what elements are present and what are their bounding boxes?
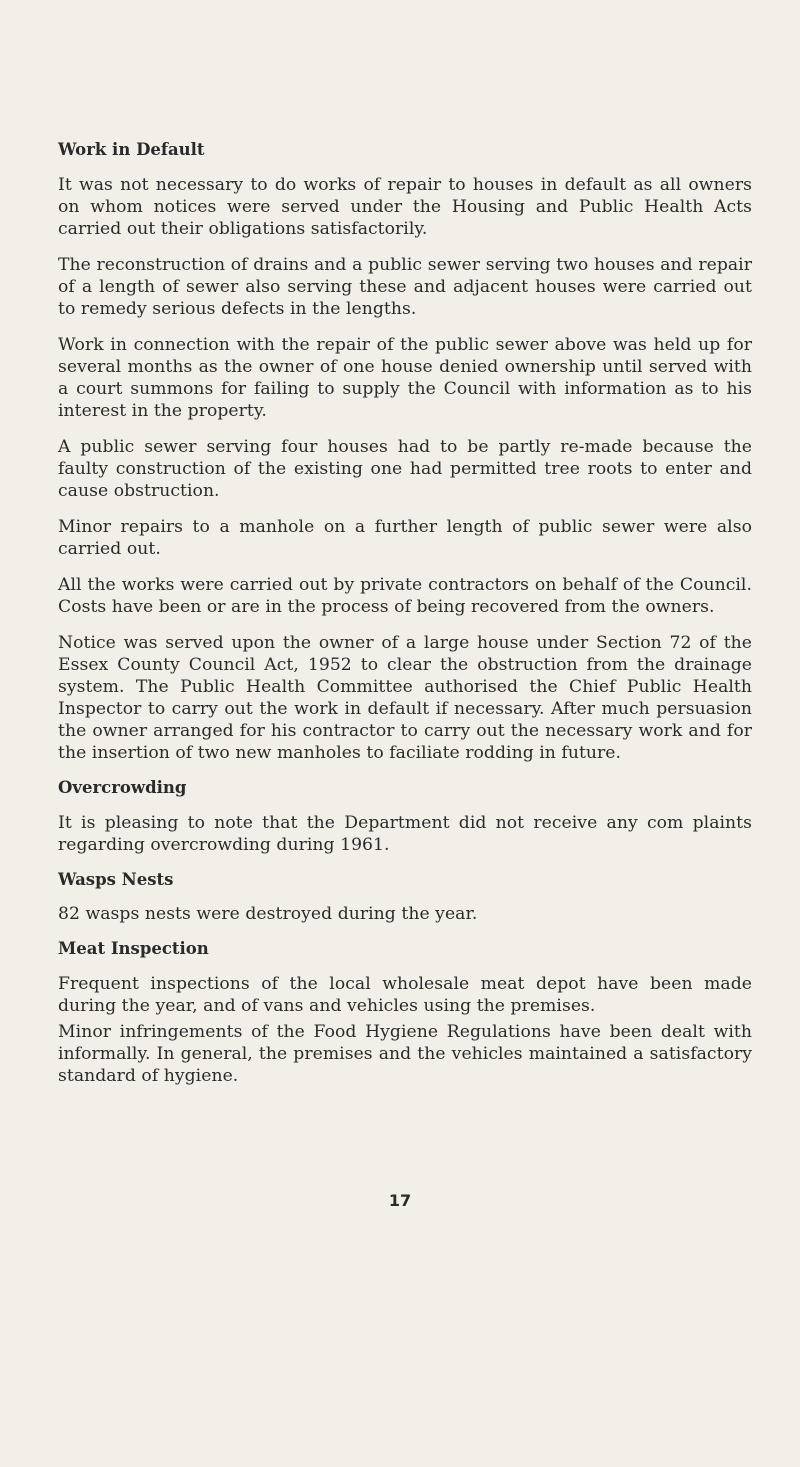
paragraph: The reconstruction of drains and a public sewer serving two houses and repair of a length of sewer also serving these and adjacent houses were carried out to remedy serious defects in the lengths. (58, 254, 752, 319)
page-number: 17 (388, 1191, 412, 1210)
document-page (58, 140, 752, 1101)
section-heading-meat-inspection: Meat Inspection (58, 939, 209, 959)
paragraph: It was not necessary to do works of repair to houses in default as all owners on whom notices were served under the Housing and Public Health Acts carried out their obligations satisfactorily. (58, 174, 752, 239)
section-heading-overcrowding: Overcrowding (58, 777, 187, 797)
paragraph: A public sewer serving four houses had to be partly re-made because the faulty construction of the existing one had permitted tree roots to enter and cause obstruction. (58, 436, 752, 501)
paragraph: Frequent inspections of the local wholesale meat depot have been made during the year, and of vans and vehicles using the premises. (58, 974, 752, 1017)
paragraph: Work in connection with the repair of the public sewer above was held up for several months as the owner of one house denied ownership until served with a court summons for failing to supply the Council with information as to his interest in the property. (58, 334, 752, 421)
paragraph: 82 wasps nests were destroyed during the year. (58, 904, 478, 925)
paragraph: Notice was served upon the owner of a large house under Section 72 of the Essex County Council Act, 1952 to clear the obstruction from the drainage system. The Public Health Committee authorised the Chief Public Health Inspector to carry out the work in default if necessary. After much persuasion the owner arranged for his contractor to carry out the necessary work and for the insertion of two new manholes to faciliate rodding in future. (58, 632, 752, 763)
paragraph: Minor repairs to a manhole on a further length of public sewer were also carried out. (58, 516, 752, 559)
section-heading-wasps-nests: Wasps Nests (58, 869, 174, 889)
section-heading-work-in-default: Work in Default (58, 140, 205, 159)
paragraph: All the works were carried out by private contractors on behalf of the Council. Costs have been or are in the process of being recovered from the owners. (58, 574, 752, 617)
paragraph: Minor infringements of the Food Hygiene Regulations have been dealt with informally. In general, the premises and the vehicles maintained a satisfactory standard of hygiene. (58, 1022, 752, 1087)
paragraph: It is pleasing to note that the Department did not receive any com plaints regarding overcrowding during 1961. (58, 812, 752, 855)
